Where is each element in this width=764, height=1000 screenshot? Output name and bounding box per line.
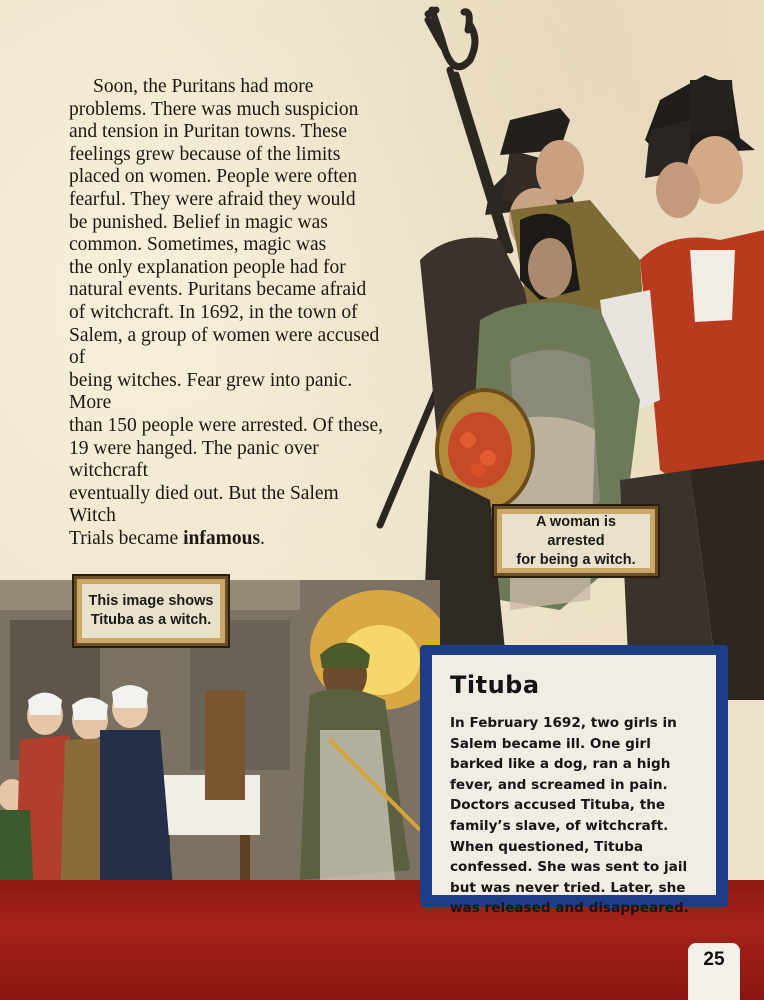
caption-tituba bbox=[74, 576, 228, 646]
body-line: feelings grew because of the limits bbox=[69, 143, 341, 165]
caption-line: Tituba as a witch. bbox=[90, 612, 212, 628]
sidebar-line: fever, and screamed in pain. bbox=[450, 776, 668, 793]
sidebar-line: Doctors accused Tituba, the bbox=[450, 797, 666, 814]
body-line: fearful. They were afraid they would bbox=[69, 188, 356, 210]
body-line: Salem, a group of women were accused of bbox=[69, 324, 380, 369]
body-line: eventually died out. But the Salem Witch bbox=[69, 482, 339, 527]
sidebar-panel bbox=[432, 655, 716, 917]
body-line: being witches. Fear grew into panic. More bbox=[69, 369, 353, 414]
body-line: placed on women. People were often bbox=[69, 166, 358, 188]
body-line: 19 were hanged. The panic over witchcraft bbox=[69, 437, 319, 482]
sidebar-line: barked like a dog, ran a high bbox=[450, 756, 671, 773]
body-line: Soon, the Puritans had more bbox=[93, 76, 314, 97]
body-line: Trials became infamous. bbox=[69, 527, 265, 549]
sidebar-title: Tituba bbox=[450, 671, 540, 699]
sidebar-line: but was never tried. Later, she bbox=[450, 879, 686, 896]
bold-term-infamous: infamous bbox=[183, 527, 261, 549]
page-number-tab bbox=[688, 943, 740, 1000]
sidebar-line: In February 1692, two girls in bbox=[450, 715, 677, 731]
body-line: the only explanation people had for bbox=[69, 256, 346, 278]
body-line: and tension in Puritan towns. These bbox=[69, 121, 348, 143]
body-line: natural events. Puritans became afraid bbox=[69, 279, 367, 301]
body-line: common. Sometimes, magic was bbox=[69, 234, 327, 256]
sidebar-line: family’s slave, of witchcraft. bbox=[450, 817, 669, 834]
sidebar-line: confessed. She was sent to jail bbox=[450, 859, 688, 876]
main-body-text bbox=[69, 76, 389, 550]
caption-line: A woman is arrested bbox=[535, 513, 617, 549]
sidebar-line: was released and disappeared. bbox=[450, 900, 689, 917]
sidebar-body bbox=[450, 713, 704, 919]
tituba-sidebar bbox=[420, 645, 728, 917]
body-line: of witchcraft. In 1692, in the town of bbox=[69, 301, 358, 323]
body-line: than 150 people were arrested. Of these, bbox=[69, 414, 384, 436]
page-number: 25 bbox=[703, 949, 725, 970]
caption-line: for being a witch. bbox=[516, 551, 636, 568]
sidebar-line: When questioned, Tituba bbox=[450, 838, 644, 855]
caption-line: This image shows bbox=[88, 593, 214, 609]
sidebar-line: Salem became ill. One girl bbox=[450, 735, 651, 752]
caption-arrest bbox=[494, 506, 658, 576]
body-line: problems. There was much suspicion bbox=[69, 98, 359, 120]
body-line: be punished. Belief in magic was bbox=[69, 211, 328, 233]
